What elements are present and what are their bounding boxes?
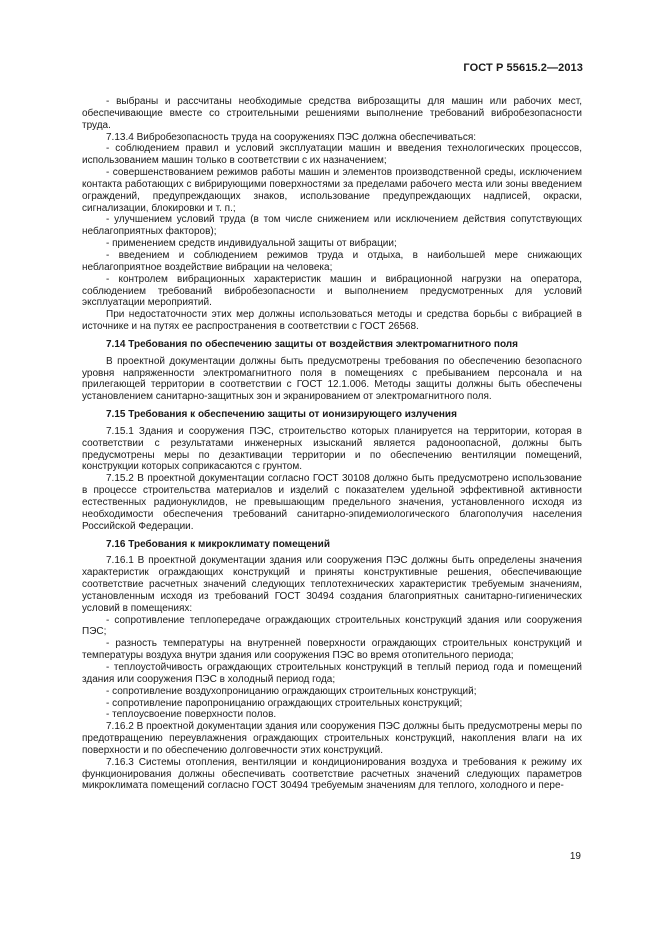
paragraph: - выбраны и рассчитаны необходимые средства виброзащиты для машин или рабочих мест, обеспечивающие вместе со строительными решениями выполнение требований вибробезопасности труда.	[82, 96, 582, 131]
list-item: - теплоусвоение поверхности полов.	[106, 709, 277, 721]
list-item: - сопротивление теплопередаче ограждающих строительных конструкций здания или сооружения ПЭС;	[82, 614, 582, 638]
paragraph: 7.16.3 Системы отопления, вентиляции и кондиционирования воздуха и требования к режиму их функционирования должны обеспечивать соответствие расчетных значений следующих параметров микроклимата помещений согласно ГОСТ 30494 требуемым значениям для теплого, холодного и пере-	[82, 756, 582, 792]
list-item: - соблюдением правил и условий эксплуатации машин и введения технологических процессов, использованием машин только в соответствии с их назначением;	[82, 143, 582, 167]
page-number: 19	[569, 851, 581, 862]
section-heading: 7.15 Требования к обеспечению защиты от ионизирующего излучения	[106, 409, 457, 421]
list-item: - разность температуры на внутренней поверхности ограждающих строительных конструкций и температуры воздуха внутри здания или сооружения ПЭС во время отопительного периода;	[82, 638, 582, 662]
section-heading: 7.16 Требования к микроклимату помещений	[106, 538, 330, 550]
paragraph: 7.16.1 В проектной документации здания или сооружения ПЭС должны быть определены значения характеристик ограждающих конструкций и приняты конструктивные решения, обеспечивающие соответствие расчетных значений следующих теплотехнических характеристик требуемым значениям, установленным исходя из требований ГОСТ 30494 создания благоприятных санитарно-гигиенических условий в помещениях:	[82, 555, 582, 614]
paragraph: 7.15.1 Здания и сооружения ПЭС, строительство которых планируется на территории, которая в соответствии с результатами инженерных изысканий является радоноопасной, должны быть предусмотрены меры по дезактивации территории и по обеспечению вентиляции помещений, конструкции которых соприкасаются с грунтом.	[82, 425, 582, 473]
list-item: - улучшением условий труда (в том числе снижением или исключением действия сопутствующих неблагоприятных факторов);	[82, 214, 582, 238]
document-code: ГОСТ Р 55615.2—2013	[463, 62, 583, 74]
list-item: - введением и соблюдением режимов труда и отдыха, в наибольшей мере снижающих неблагоприятное воздействие вибрации на человека;	[82, 249, 582, 273]
paragraph: 7.15.2 В проектной документации согласно ГОСТ 30108 должно быть предусмотрено использование в процессе строительства материалов и изделий с показателем удельной эффективной активности естественных радионуклидов, не превышающим предельного значения, установленного исходя из необходимости обеспечения требований санитарно-эпидемиологического благополучия населения Российской Федерации.	[82, 473, 582, 532]
paragraph: 7.16.2 В проектной документации здания или сооружения ПЭС должны быть предусмотрены меры по предотвращению переувлажнения ограждающих строительных конструкций, накопления влаги на их поверхности и по обеспечению долговечности этих конструкций.	[82, 721, 582, 756]
list-item: - совершенствованием режимов работы машин и элементов производственной среды, исключением контакта работающих с вибрирующими поверхностями за пределами рабочего места или зоны введением ограждений, предупреждающих знаков, использование предупреждающих надписей, окраски, сигнализации, блокировки и т. п.;	[82, 167, 582, 214]
page-body	[82, 96, 582, 792]
paragraph: 7.13.4 Вибробезопасность труда на сооружениях ПЭС должна обеспечиваться:	[106, 131, 477, 143]
list-item: - сопротивление паропроницанию ограждающих строительных конструкций;	[106, 697, 463, 709]
section-heading: 7.14 Требования по обеспечению защиты от воздействия электромагнитного поля	[106, 338, 518, 350]
list-item: - контролем вибрационных характеристик машин и вибрационной нагрузки на оператора, соблюдением требований вибробезопасности и выполнением предусмотренных для условий эксплуатации мероприятий.	[82, 273, 582, 309]
list-item: - применением средств индивидуальной защиты от вибрации;	[106, 238, 397, 250]
list-item: - теплоустойчивость ограждающих строительных конструкций в теплый период года и помещений здания или сооружения ПЭС в холодный период года;	[82, 661, 582, 685]
list-item: - сопротивление воздухопроницанию ограждающих строительных конструкций;	[106, 685, 477, 697]
paragraph: В проектной документации должны быть предусмотрены требования по обеспечению безопасного уровня напряженности электромагнитного поля в помещениях с пребыванием персонала и на прилегающей территории в соответствии с ГОСТ 12.1.006. Методы защиты должны быть обеспечены установлением санитарно-защитных зон и экранированием от электромагнитного поля.	[82, 355, 582, 403]
paragraph: При недостаточности этих мер должны использоваться методы и средства борьбы с вибрацией в источнике и на путях ее распространения в соответствии с ГОСТ 26568.	[82, 309, 582, 333]
